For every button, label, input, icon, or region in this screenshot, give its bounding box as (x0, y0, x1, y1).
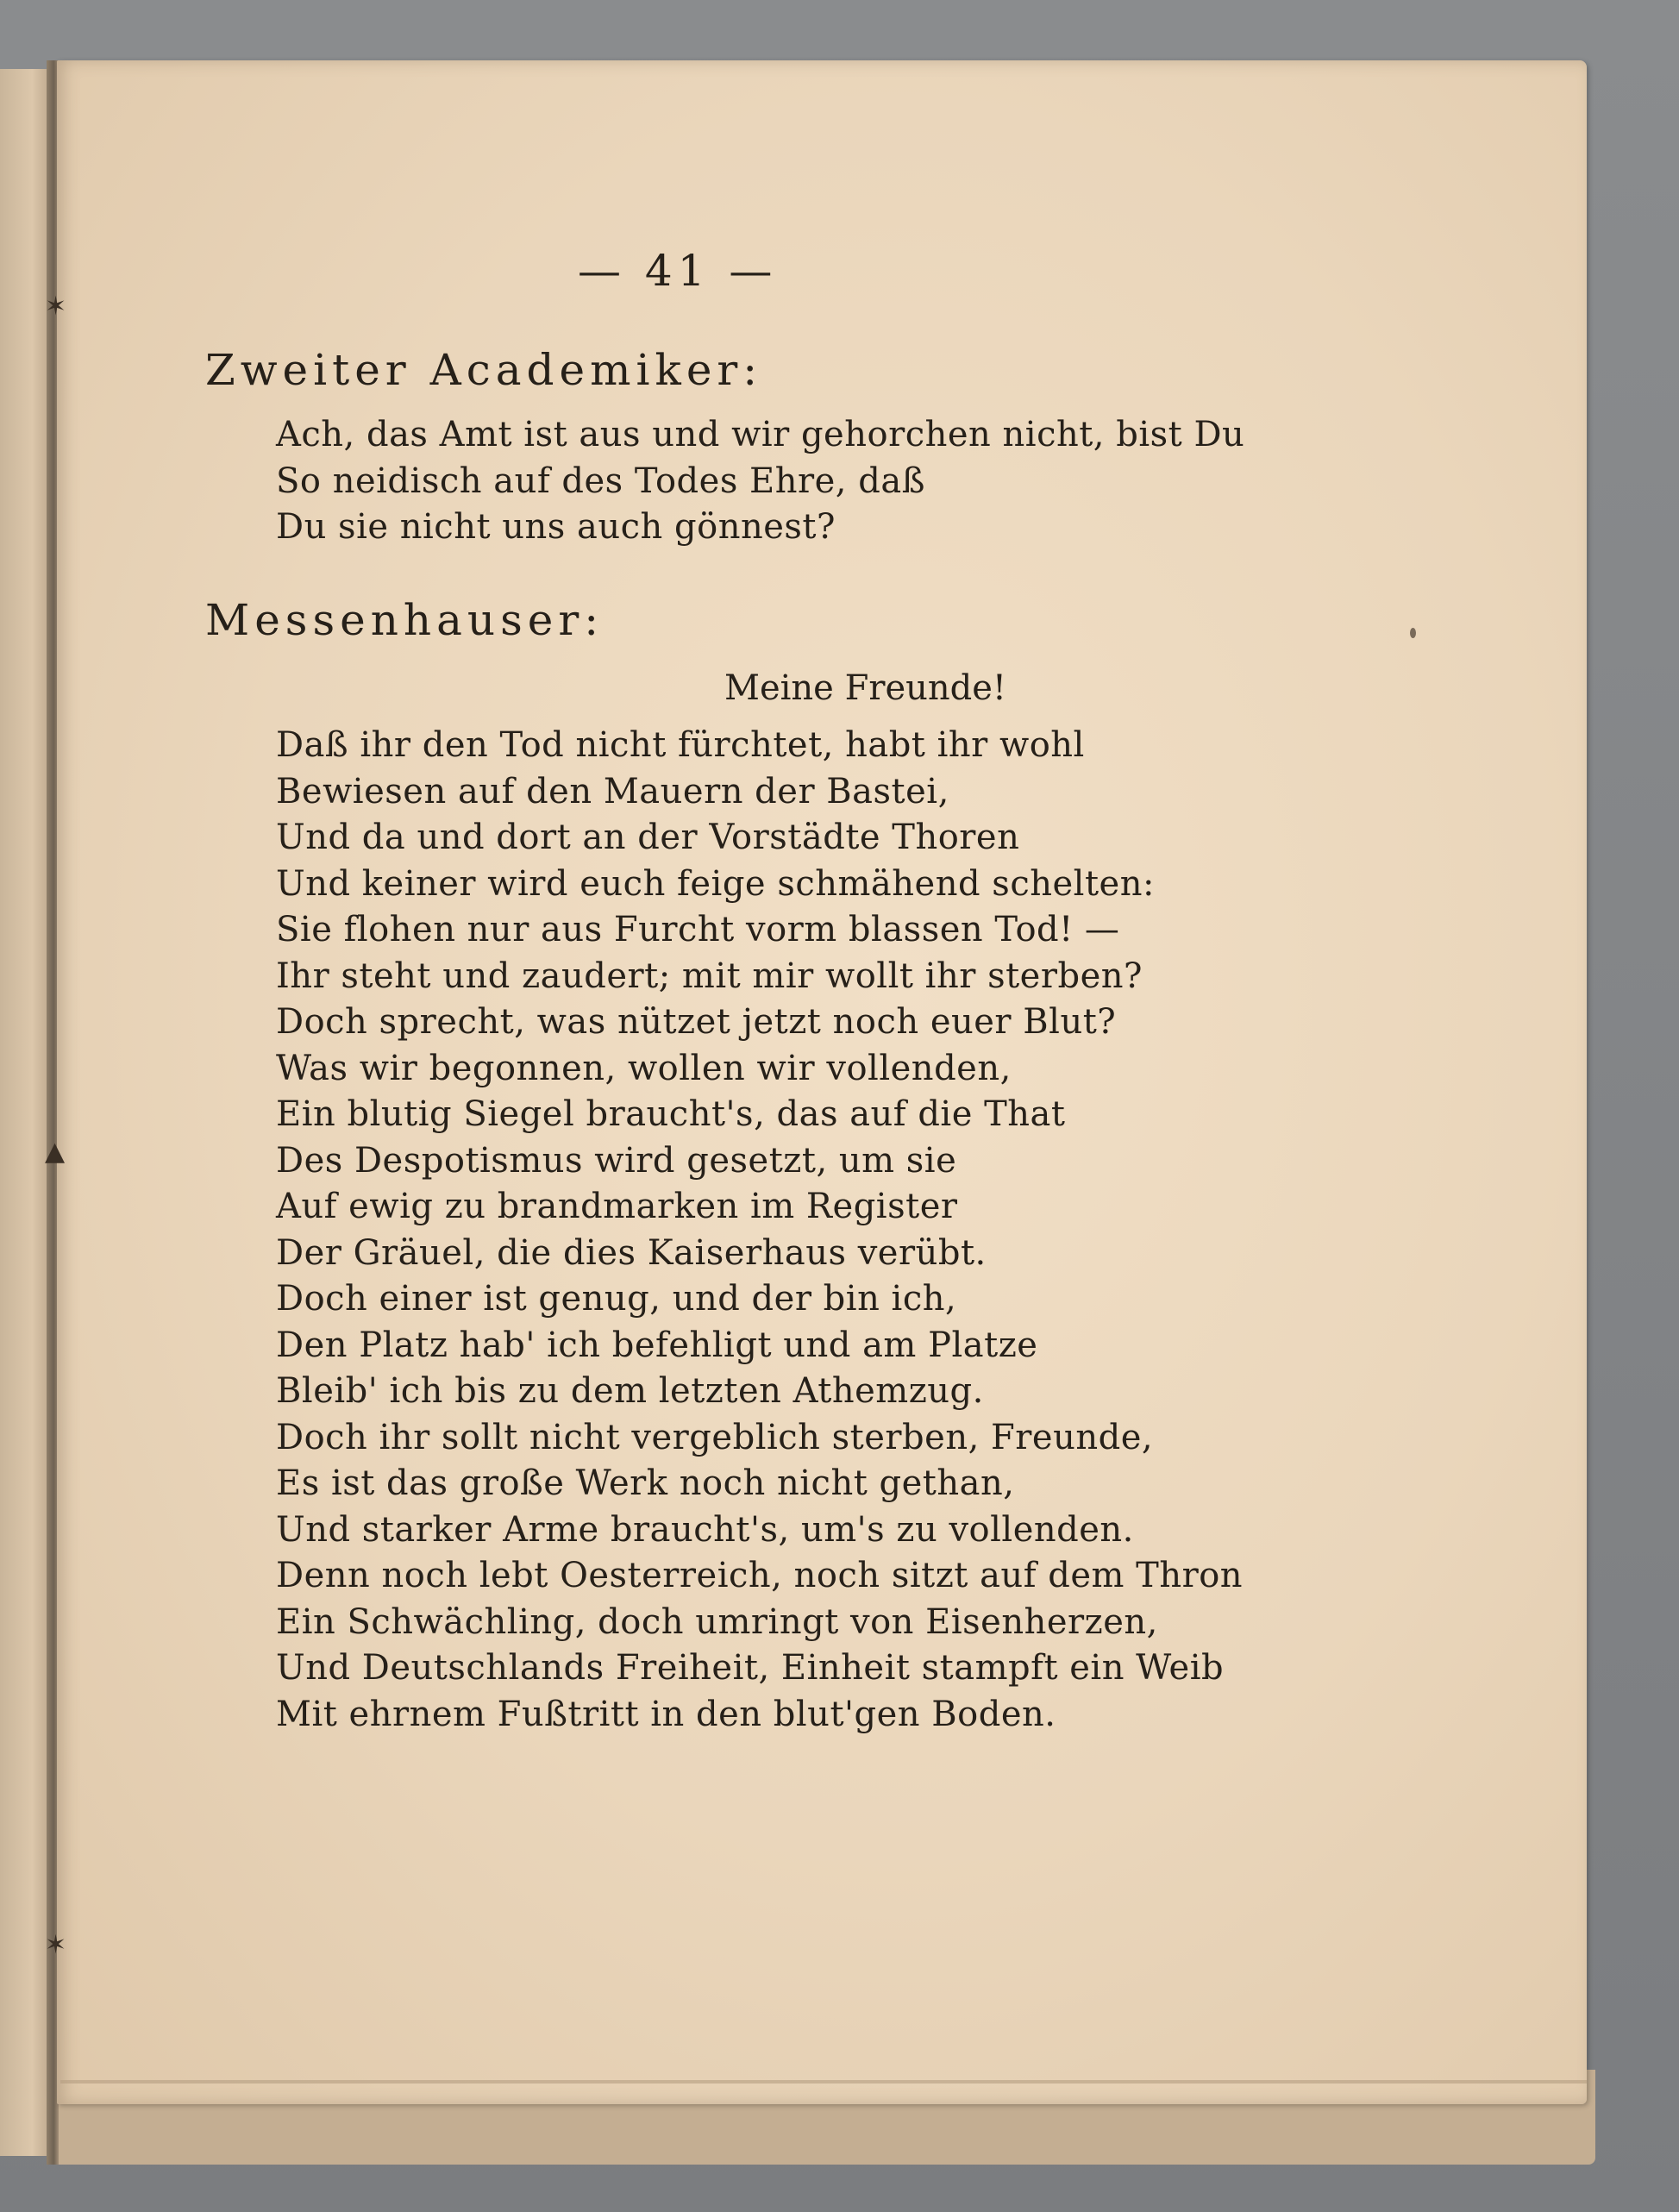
verse-line: Doch ihr sollt nicht vergeblich sterben, Freunde, (276, 1417, 1154, 1457)
verse-line: Bleib' ich bis zu dem letzten Athemzug. (276, 1371, 984, 1411)
verse-greeting: Meine Freunde! (724, 668, 1006, 708)
speaker-heading: Zweiter Academiker: (205, 345, 763, 395)
previous-page-edge (0, 69, 53, 2156)
verse-line: Doch einer ist genug, und der bin ich, (276, 1279, 957, 1319)
verse-line: Es ist das große Werk noch nicht gethan, (276, 1463, 1015, 1503)
verse-line: Ein Schwächling, doch umringt von Eisenherzen, (276, 1601, 1158, 1642)
binding-stitch-mark: ✶ (45, 1930, 67, 1960)
verse-line: Den Platz hab' ich befehligt und am Platze (276, 1325, 1038, 1365)
verse-line: Des Despotismus wird gesetzt, um sie (276, 1140, 957, 1181)
verse-line: Und da und dort an der Vorstädte Thoren (276, 818, 1020, 857)
binding-stitch-mark: ✶ (45, 291, 67, 322)
verse-line: Ach, das Amt ist aus und wir gehorchen nicht, bist Du (276, 415, 1245, 454)
verse-block (276, 723, 1243, 1738)
verse-line: Doch sprecht, was nützet jetzt noch euer Blut? (276, 1002, 1117, 1042)
binding-stitch-mark: ▲ (45, 1137, 66, 1167)
verse-line: Was wir begonnen, wollen wir vollenden, (276, 1048, 1012, 1088)
verse-line: Daß ihr den Tod nicht fürchtet, habt ihr wohl (276, 725, 1085, 765)
verse-line: Der Gräuel, die dies Kaiserhaus verübt. (276, 1232, 987, 1273)
verse-line: Bewiesen auf den Mauern der Bastei, (276, 771, 949, 811)
verse-line: Und Deutschlands Freiheit, Einheit stampft ein Weib (276, 1648, 1225, 1688)
speaker-heading: Messenhauser: (205, 595, 605, 645)
page-bottom-edge (60, 2080, 1587, 2084)
verse-line: Und starker Arme braucht's, um's zu vollenden. (276, 1509, 1134, 1550)
verse-line: Sie flohen nur aus Furcht vorm blassen Tod! — (276, 910, 1120, 949)
page-number: — 41 — (578, 246, 778, 296)
verse-line: Ihr steht und zaudert; mit mir wollt ihr sterben? (276, 956, 1143, 996)
ink-spot (1410, 628, 1416, 638)
verse-line: Auf ewig zu brandmarken im Register (276, 1187, 958, 1226)
verse-block (276, 412, 1244, 551)
verse-line: Denn noch lebt Oesterreich, noch sitzt auf dem Thron (276, 1556, 1244, 1595)
verse-line: Ein blutig Siegel braucht's, das auf die That (276, 1094, 1066, 1134)
verse-line: Und keiner wird euch feige schmähend schelten: (276, 863, 1155, 904)
verse-line: Mit ehrnem Fußtritt in den blut'gen Boden. (276, 1694, 1056, 1734)
verse-line: Du sie nicht uns auch gönnest? (276, 507, 836, 547)
verse-line: So neidisch auf des Todes Ehre, daß (276, 461, 925, 501)
